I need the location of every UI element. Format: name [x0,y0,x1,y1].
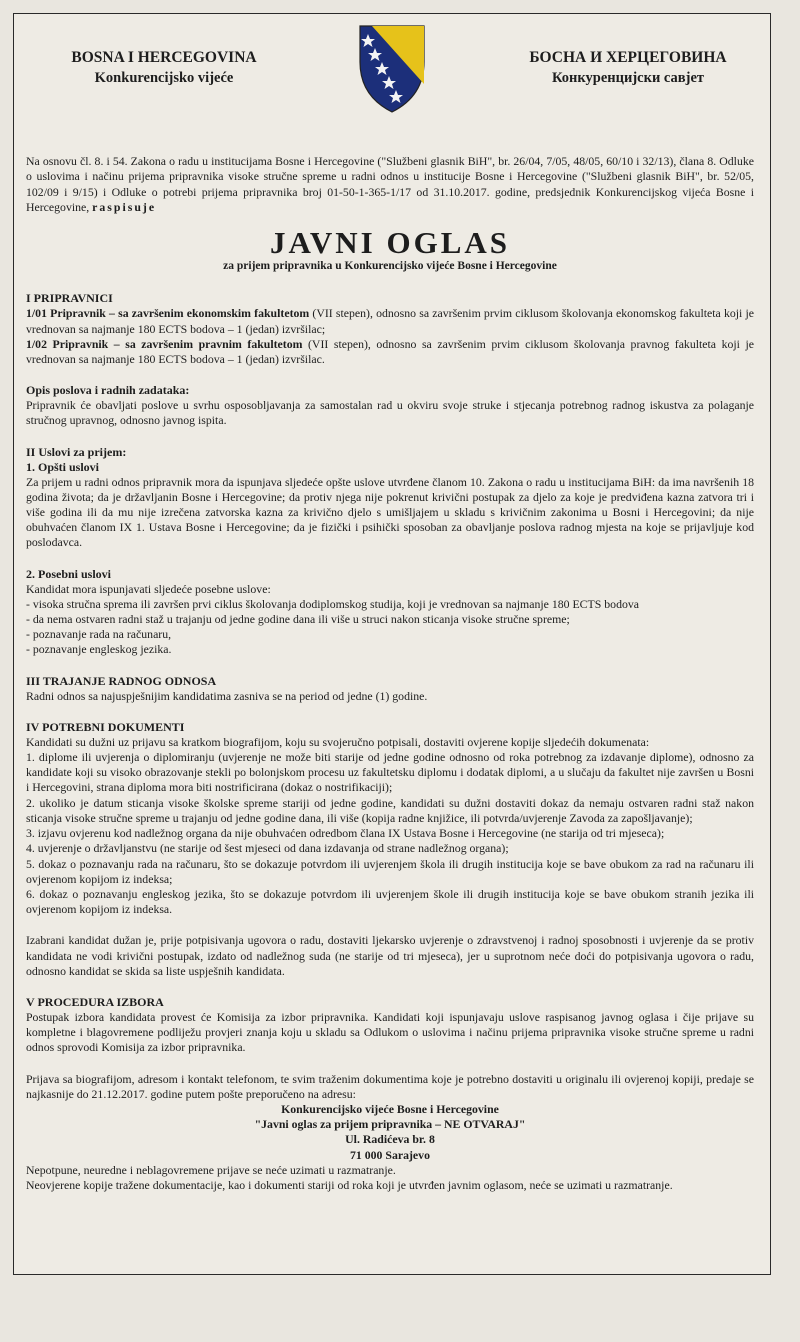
address-line: "Javni oglas za prijem pripravnika – NE OTVARAJ" [254,1117,526,1132]
list-item: - poznavanje engleskog jezika. [26,642,172,657]
section-heading: V PROCEDURA IZBORA [26,994,164,1009]
notice-frame [13,13,771,1275]
note: Neovjerene kopije tražene dokumentacije, kao i dokumenti stariji od roka koji je utvrđen javnim oglasom, neće se uzimati u razmatranje. [26,1177,673,1192]
list-item: 5. dokaz o poznavanju rada na računaru, što se dokazuje potvrdom ili uvjerenjem škola ili drugih institucija koje se bave obukom za rad na računaru ili ovjerenom kopijom iz indeksa; [26,856,754,886]
section-text: Kandidati su dužni uz prijavu sa kratkom biografijom, koju su svojeručno potpisali, dostaviti ovjerene kopije sljedećih dokumenata: [26,734,650,749]
section-uslovi [26,445,754,658]
list-item: 3. izjavu ovjerenu kod nadležnog organa da nije obuhvaćen odredbom člana IX Ustava Bosne i Hercegovine (ne starija od tri mjeseca); [26,826,665,841]
notice-title: JAVNI OGLAS [269,225,510,261]
address-line: 71 000 Sarajevo [350,1147,430,1162]
list-item: 1. diplome ili uvjerenja o diplomiranju (uvjerenje ne može biti starije od jedne godine odnosno od roka potrebnog za izdavanje diplome), odnosno za kandidate koji su visoko obrazovanje stekli po bolonjskom procesu uz fakultetsku diplomu i dodatak diplomi, a u slučaju da fakultet nije završen u Bosni i Hercegovini, strana diploma mora biti nostrificirana (dokaz o nostrifikaciji); [26,750,754,795]
submission-text: Prijava sa biografijom, adresom i kontakt telefonom, te svim traženim dokumentima koje je potrebno dostaviti u originalu ili ovjerenoj kopiji, predaje se najkasnije do 21.12.2017. godine putem pošte preporučeno na adresu: [26,1071,754,1101]
notice-subtitle: za prijem pripravnika u Konkurencijsko vijeće Bosne i Hercegovine [223,260,557,273]
section-dokumenti [26,720,754,979]
section-submission [26,1072,754,1194]
address-line: Konkurencijsko vijeće Bosne i Hercegovine [281,1101,499,1116]
header [26,14,754,144]
note: Nepotpune, neuredne i neblagovremene prijave se neće uzimati u razmatranje. [26,1162,396,1177]
section-pripravnici [26,291,754,367]
bih-coat-of-arms-icon [358,22,426,114]
section-text: Za prijem u radni odnos pripravnik mora da ispunjava sljedeće opšte uslove utvrđene članom 10. Zakona o radu u institucijama BiH: da ima navršenih 18 godina života; da je državljanin Bosne i Hercegovine; da protiv njega nije pokrenut krivični postupak za djelo za koje je predviđena kazna zatvora tri i više godina ili da mu nije izrečena zatvorska kazna za krivično djelo s umišljajem u skladu s krivičnim zakonima u Bosni i Hercegovini; da nije obuhvaćen članom IX 1. Ustava Bosne i Hercegovine; da je fizički i psihički sposoban za obavljanje poslova radnog mjesta na koje se prijavljuje kod poslodavca. [26,474,754,550]
subsection-heading: 2. Posebni uslovi [26,566,112,581]
section-text: Radni odnos sa najuspješnijim kandidatima zasniva se na period od jedne (1) godine. [26,688,428,703]
section-heading: II Uslovi za prijem: [26,444,127,459]
section-heading: IV POTREBNI DOKUMENTI [26,719,185,734]
country-name-latin: BOSNA I HERCEGOVINA [71,49,257,66]
intro-paragraph [26,154,754,216]
position-text: (VII stepen), odnosno sa završenim prvim ciklusom školovanja ekonomskog fakulteta koji je vrednovan sa najmanje 180 ECTS bodova – 1 (jedan) izvršilac; [26,306,754,336]
list-item: - poznavanje rada na računaru, [26,627,172,642]
subsection-heading: 1. Opšti uslovi [26,459,100,474]
section-text: Postupak izbora kandidata provest će Komisija za izbor pripravnika. Kandidati koji ispunjavaju uslove raspisanog javnog oglasa i čije prijave su kompletne i blagovremene podliježu provjeri znanja koju u skladu sa Odlukom o uslovima i načinu prijema pripravnika visoke stručne spreme u radni odnos sprovodi Komisija za izbor pripravnika. [26,1009,754,1055]
institution-name-latin: Konkurencijsko vijeće [94,70,234,86]
header-right [488,48,768,88]
country-name-cyrillic: БОСНА И ХЕРЦЕГОВИНА [529,49,727,66]
section-heading: I PRIPRAVNICI [26,291,113,306]
intro-text: Na osnovu čl. 8. i 54. Zakona o radu u institucijama Bosne i Hercegovine ("Službeni glasnik BiH", br. 26/04, 7/05, 48/05, 60/10 i 32/13), člana 8. Odluke o uslovima i načinu prijema pripravnika visoke stručne spreme u radni odnos u institucije Bosne i Hercegovine ("Službeni glasnik BiH", br. 52/05, 102/09 i 9/15) i Odluke o potrebi prijema pripravnika broj 01-50-1-365-1/17 od 31.10.2017. godine, predsjednik Konkurencijskog vijeća Bosne i Hercegovine, [26,154,754,215]
position-text: (VII stepen), odnosno sa završenim prvim ciklusom školovanja pravnog fakulteta koji je vrednovan sa najmanje 180 ECTS bodova – 1 (jedan) izvršilac. [26,336,754,367]
section-opis [26,383,754,428]
header-left [24,48,304,88]
list-item: - da nema ostvaren radni staž u trajanju od jedne godine dana ili više u struci nakon sticanja visoke stručne spreme; [26,612,570,627]
raspisuje-word: raspisuje [92,200,157,215]
list-item: - visoka stručna sprema ili završen prvi ciklus školovanja dodiplomskog studija, koji je vrednovan sa najmanje 180 ECTS bodova [26,596,639,611]
position-1-02 [26,337,754,367]
institution-name-cyrillic: Конкуренцијски савјет [551,70,705,86]
section-trajanje [26,674,754,704]
section-heading: III TRAJANJE RADNOG ODNOSA [26,673,217,688]
position-title: 1/02 Pripravnik – sa završenim pravnim fakultetom [26,336,303,351]
address-line: Ul. Radićeva br. 8 [345,1132,435,1147]
position-1-01 [26,306,754,336]
list-item: 2. ukoliko je datum sticanja visoke školske spreme stariji od jedne godine, kandidati su dužni dostaviti dokaz da nemaju ostvaren radni staž nakon sticanja visoke stručne spreme u trajanju od jedne godine dana, ili više (kopija radne knjižice, ili potvrda/uvjerenje Zavoda za zapošljavanje); [26,795,754,825]
list-intro: Kandidat mora ispunjavati sljedeće posebne uslove: [26,581,271,596]
section-procedura [26,995,754,1056]
closing-paragraph: Izabrani kandidat dužan je, prije potpisivanja ugovora o radu, dostaviti ljekarsko uvjerenje o zdravstvenoj i radnoj sposobnosti i uvjerenje da se protiv kandidata ne vodi krivični postupak, izdato od nadležnog suda (ne starije od tri mjeseca), jer u suprotnom neće doći do potpisivanja ugovora o radu, odnosno kandidat se skida sa liste uspješnih kandidata. [26,933,754,978]
position-title: 1/01 Pripravnik – sa završenim ekonomskim fakultetom [26,306,310,321]
section-text: Pripravnik će obavljati poslove u svrhu osposobljavanja za samostalan rad u okviru svoje struke i stjecanja potrebnog radnog iskustva za polaganje stručnog upravnog, odnosno javnog ispita. [26,398,754,428]
section-heading: Opis poslova i radnih zadataka: [26,383,190,398]
list-item: 6. dokaz o poznavanju engleskog jezika, što se dokazuje potvrdom ili uvjerenjem škole ili drugih institucija koje se bave obukom stranih jezika ili ovjerenom kopijom iz indeksa. [26,886,754,917]
list-item: 4. uvjerenje o državljanstvu (ne starije od šest mjeseci od dana izdavanja od strane nadležnog organa); [26,841,509,856]
